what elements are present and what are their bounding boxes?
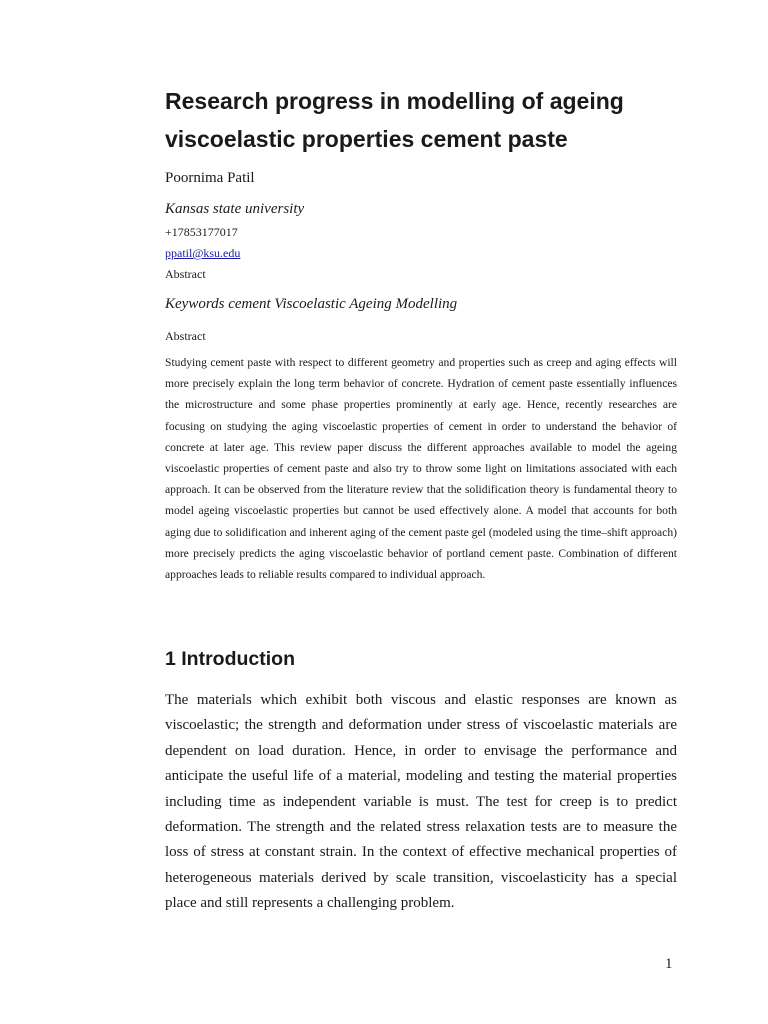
introduction-paragraph: The materials which exhibit both viscous and elastic responses are known as viscoelastic; the strength and deformation under stress of viscoelastic materials are dependent on load duration. Hence, in order to envisage the performance and anticipate the useful life of a material, modeling and testing the material properties including time as independent variable is must. The test for creep is to predict deformation. The strength and the related stress relaxation tests are to measure the loss of stress at constant strain. In the context of effective mechanical properties of heterogeneous materials derived by scale transition, viscoelasticity has a special place and still represents a challenging problem. [165, 692, 677, 912]
paper-title-line-2: viscoelastic properties cement paste [165, 126, 568, 152]
page-number: 1 [665, 956, 673, 972]
section-heading-introduction: 1 Introduction [165, 648, 295, 670]
paper-title-line-1: Research progress in modelling of ageing [165, 88, 624, 114]
author-phone: +17853177017 [165, 225, 238, 239]
author-name: Poornima Patil [165, 170, 255, 186]
abstract-heading: Abstract [165, 329, 206, 343]
abstract-label: Abstract [165, 267, 206, 281]
paper-title [165, 82, 685, 158]
author-email-link[interactable]: ppatil@ksu.edu [165, 246, 241, 260]
document-page [165, 0, 677, 1024]
keywords-line: Keywords cement Viscoelastic Ageing Modelling [165, 296, 458, 312]
author-affiliation: Kansas state university [165, 201, 305, 217]
abstract-text: Studying cement paste with respect to different geometry and properties such as creep and aging effects will more precisely explain the long term behavior of concrete. Hydration of cement paste essentially influences the microstructure and some phase properties prominently at early age. Hence, recently researches are focusing on studying the aging viscoelastic properties of cement in order to understand the behavior of concrete at later age. This review paper discuss the different approaches available to model the ageing viscoelastic properties of cement paste and also try to throw some light on limitations associated with each approach. It can be observed from the literature review that the solidification theory is fundamental theory to model ageing viscoelastic properties but cannot be used effectively alone. A model that accounts for both aging due to solidification and inherent aging of the cement paste gel (modeled using the time–shift approach) more precisely predicts the aging viscoelastic behavior of portland cement paste. Combination of different approaches leads to reliable results compared to individual approach. [165, 356, 677, 582]
